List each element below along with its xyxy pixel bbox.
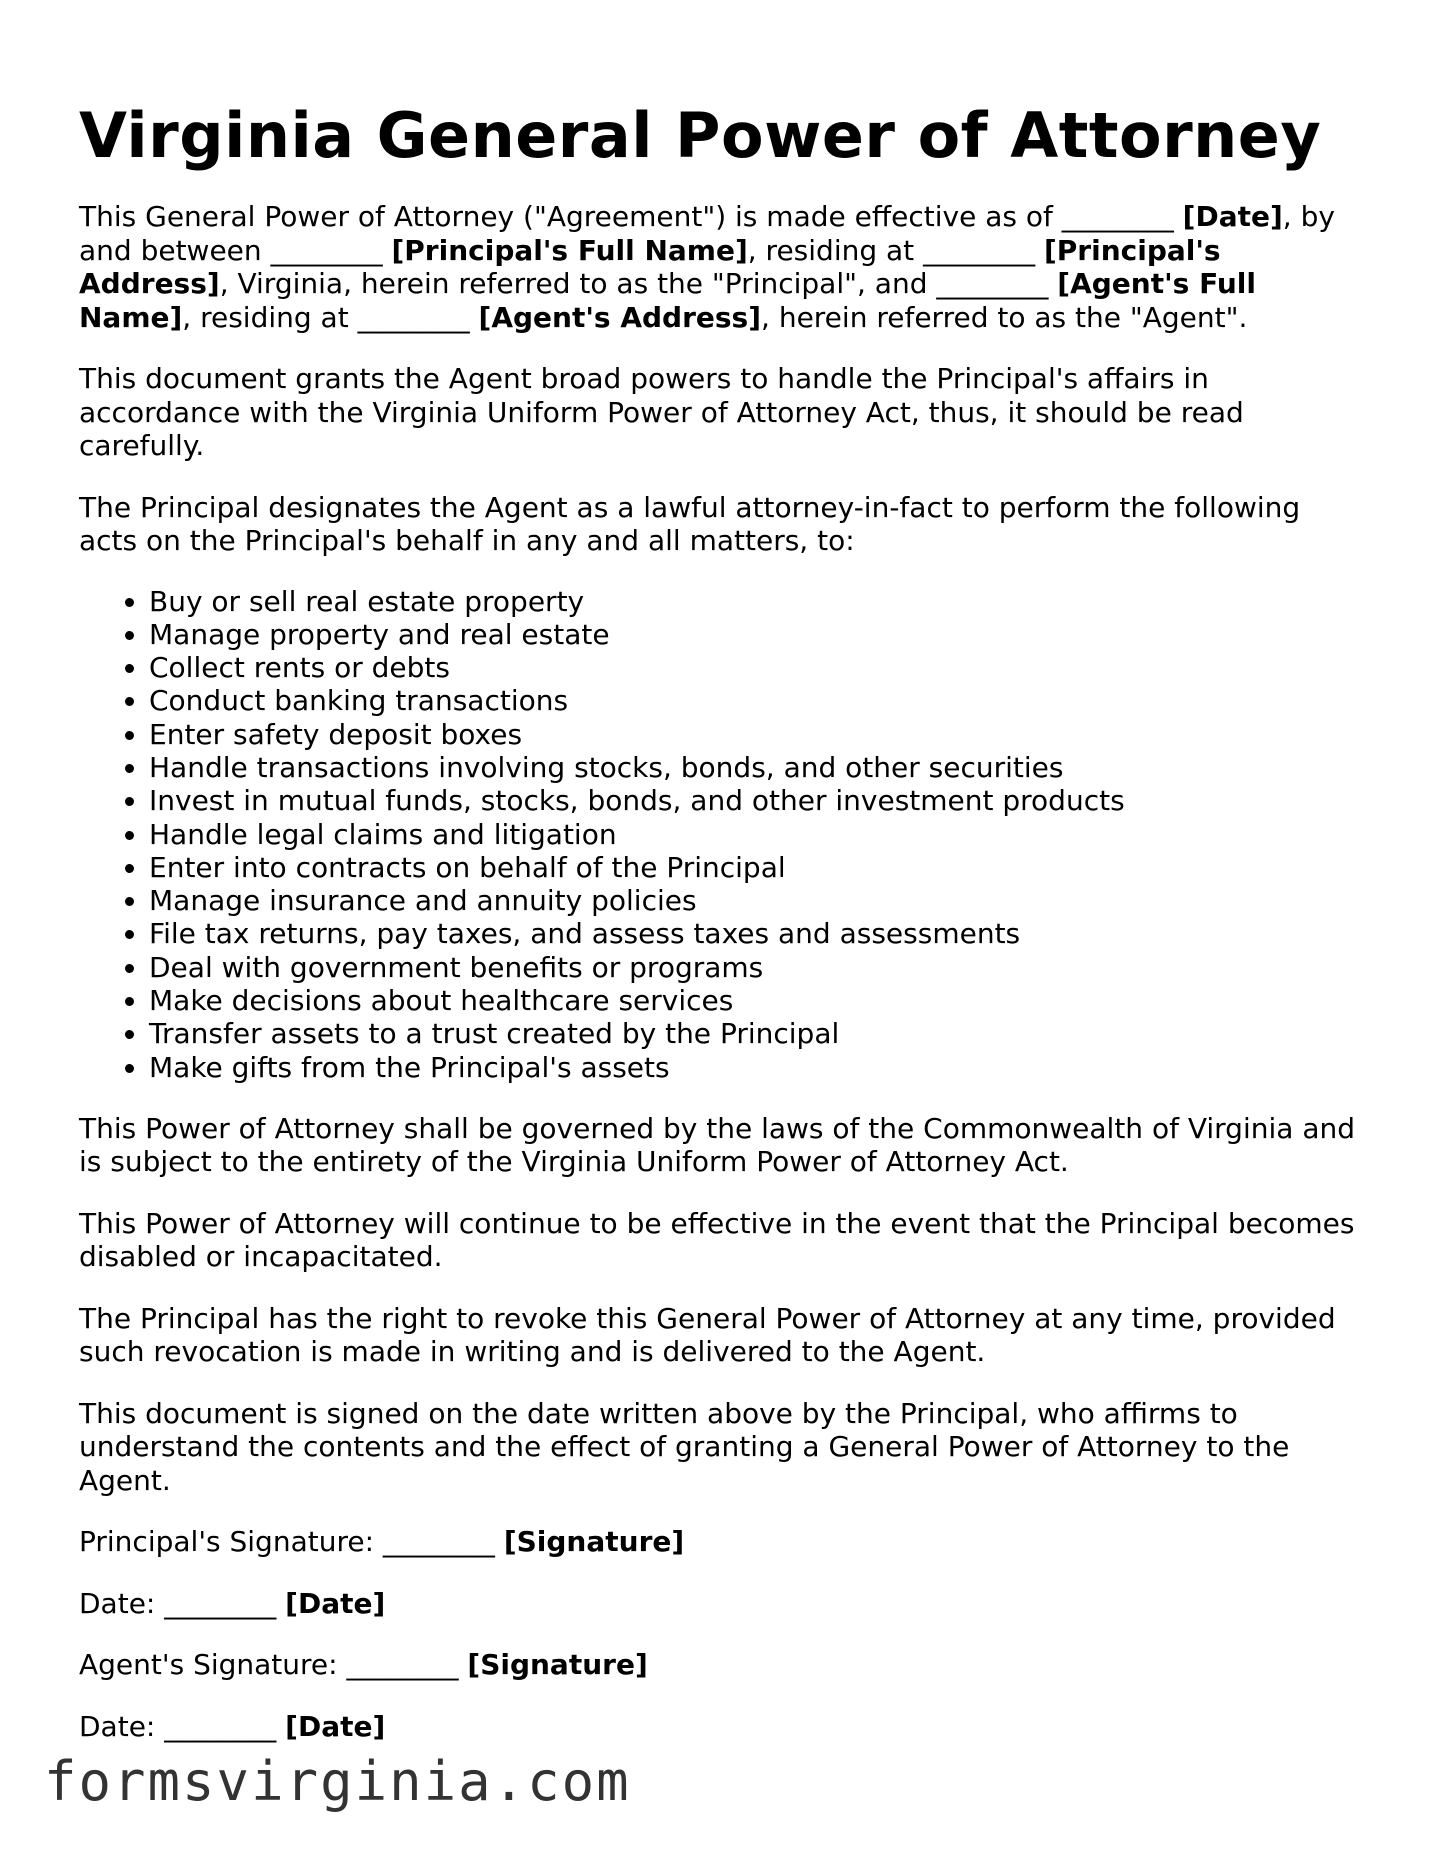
principal-signature-blank: ________ xyxy=(382,1525,495,1559)
agent-signature-line xyxy=(79,1648,1359,1682)
principal-address-placeholder: [Principal's Address] xyxy=(79,233,1221,300)
list-item: • Manage property and real estate xyxy=(149,618,1359,651)
list-item: • Make decisions about healthcare services xyxy=(149,984,1359,1017)
list-item: • Conduct banking transactions xyxy=(149,684,1359,717)
list-item: • Enter into contracts on behalf of the Principal xyxy=(149,851,1359,884)
list-item: • Deal with government benefits or programs xyxy=(149,951,1359,984)
agent-address-placeholder: [Agent's Address] xyxy=(478,300,762,334)
governed-paragraph: This Power of Attorney shall be governed by the laws of the Commonwealth of Virginia and is subject to the entirety of the Virginia Uniform Power of Attorney Act. xyxy=(79,1111,1355,1179)
signature-block xyxy=(79,1525,1359,1743)
intro-text: , by and between xyxy=(79,200,1335,267)
agent-name-blank: ________ xyxy=(936,267,1049,300)
list-item: • Manage insurance and annuity policies xyxy=(149,884,1359,917)
principal-date-line xyxy=(79,1587,1359,1621)
signed-paragraph: This document is signed on the date written above by the Principal, who affirms to understand the contents and the effect of granting a General Power of Attorney to the Agent. xyxy=(79,1396,1290,1497)
list-item: • Make gifts from the Principal's assets xyxy=(149,1051,1359,1084)
revoke-paragraph: The Principal has the right to revoke this General Power of Attorney at any time, provided such revocation is made in writing and is delivered to the Agent. xyxy=(79,1301,1336,1369)
agent-date-line xyxy=(79,1710,1359,1744)
designates-paragraph: The Principal designates the Agent as a lawful attorney-in-fact to perform the following acts on the Principal's behalf in any and all matters, to: xyxy=(79,490,1301,557)
watermark: formsvirginia.com xyxy=(44,1750,631,1813)
intro-text: , residing at xyxy=(747,233,924,267)
powers-list xyxy=(79,585,1359,1084)
agent-signature-blank: ________ xyxy=(346,1648,459,1682)
principal-date-label: Date: xyxy=(79,1586,165,1620)
agent-date-placeholder: [Date] xyxy=(285,1709,386,1743)
date-blank: ________ xyxy=(1061,200,1174,233)
principal-name-placeholder: [Principal's Full Name] xyxy=(391,233,748,267)
agent-date-blank: ________ xyxy=(164,1709,277,1743)
list-item: • Buy or sell real estate property xyxy=(149,585,1359,618)
principal-name-blank: ________ xyxy=(270,233,383,267)
list-item: • File tax returns, pay taxes, and assess taxes and assessments xyxy=(149,917,1359,950)
date-placeholder: [Date] xyxy=(1182,200,1283,233)
intro-text: , herein referred to as the "Agent". xyxy=(761,300,1248,334)
list-item: • Invest in mutual funds, stocks, bonds, and other investment products xyxy=(149,784,1359,817)
principal-date-placeholder: [Date] xyxy=(285,1586,386,1620)
intro-text: This General Power of Attorney ("Agreement") is made effective as of xyxy=(79,200,1062,233)
agent-signature-label: Agent's Signature: xyxy=(79,1648,347,1682)
principal-address-blank: ________ xyxy=(923,233,1036,267)
principal-signature-line xyxy=(79,1525,1359,1559)
intro-text: , Virginia, herein referred to as the "Principal", and xyxy=(219,267,937,300)
grants-paragraph: This document grants the Agent broad powers to handle the Principal's affairs in accordance with the Virginia Uniform Power of Attorney Act, thus, it should be read carefully. xyxy=(79,362,1244,462)
durable-paragraph: This Power of Attorney will continue to be effective in the event that the Principal becomes disabled or incapacitated. xyxy=(79,1206,1355,1274)
principal-date-blank: ________ xyxy=(164,1586,277,1620)
agent-name-placeholder: [Agent's Full Name] xyxy=(79,267,1256,334)
document-title: Virginia General Power of Attorney xyxy=(79,99,1322,172)
list-item: • Enter safety deposit boxes xyxy=(149,718,1359,751)
principal-signature-placeholder: [Signature] xyxy=(503,1525,685,1559)
document-page xyxy=(79,96,1359,1743)
intro-text: , residing at xyxy=(182,300,358,334)
list-item: • Collect rents or debts xyxy=(149,651,1359,684)
agent-address-blank: ________ xyxy=(357,300,470,334)
principal-signature-label: Principal's Signature: xyxy=(79,1525,383,1559)
list-item: • Transfer assets to a trust created by the Principal xyxy=(149,1017,1359,1050)
list-item: • Handle legal claims and litigation xyxy=(149,818,1359,851)
intro-paragraph xyxy=(79,200,1359,334)
agent-date-label: Date: xyxy=(79,1709,165,1743)
agent-signature-placeholder: [Signature] xyxy=(467,1648,648,1682)
list-item: • Handle transactions involving stocks, bonds, and other securities xyxy=(149,751,1359,784)
